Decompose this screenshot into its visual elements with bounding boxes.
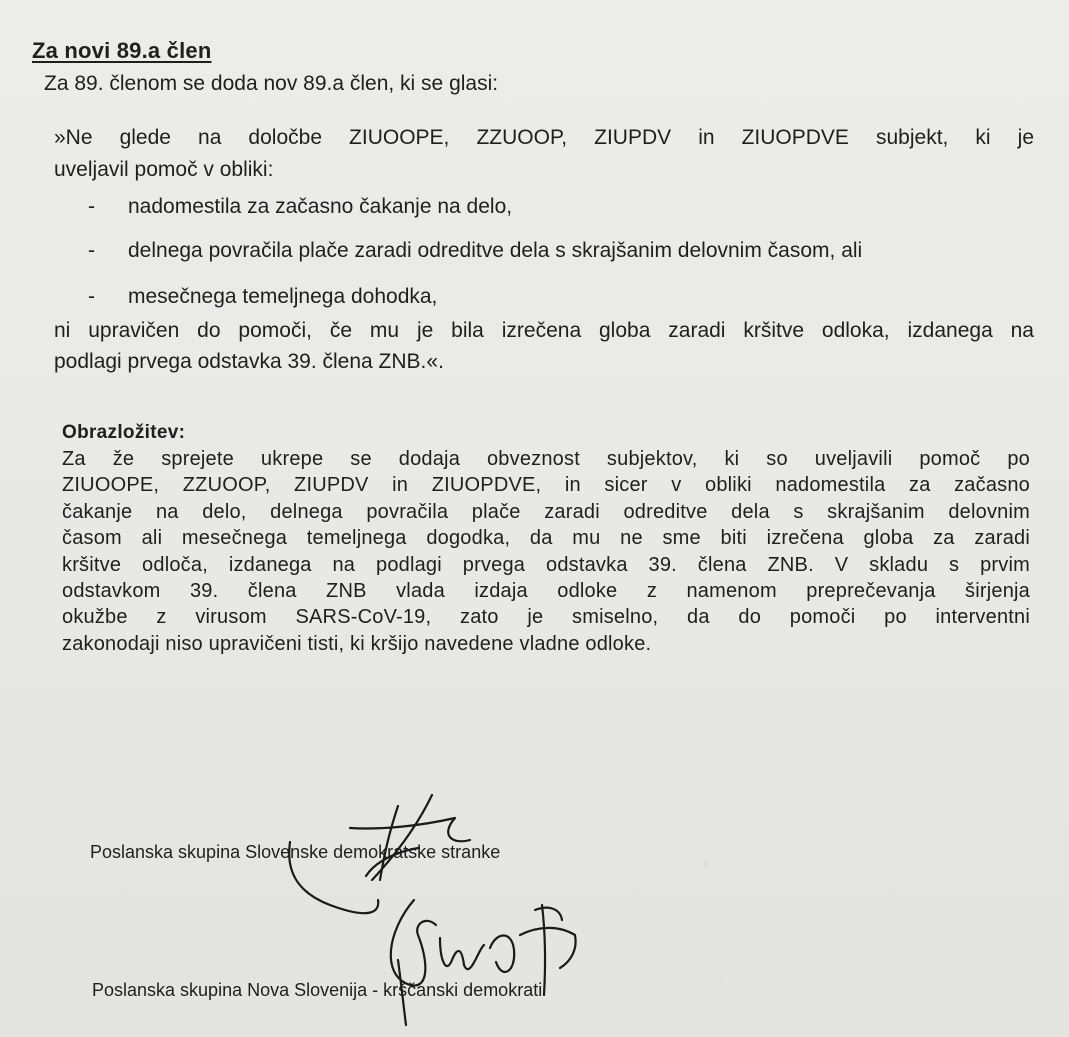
list-item-text: nadomestila za začasno čakanje na delo, — [128, 195, 513, 218]
signatory-sds: Poslanska skupina Slovenske demokratske stranke — [90, 842, 501, 862]
signature-stroke — [535, 908, 562, 920]
signature-stroke — [542, 905, 545, 995]
signature-stroke — [391, 900, 436, 986]
reasoning-line: Za že sprejete ukrepe se dodaja obveznost subjektov, ki so uveljavili pomoč po — [62, 448, 1030, 470]
list-item-text: mesečnega temeljnega dohodka, — [128, 285, 438, 308]
list-item — [88, 285, 437, 309]
reasoning-line: čakanje na delo, delnega povračila plače zaradi odreditve dela s skrajšanim delovnim — [62, 500, 1030, 523]
list-item — [88, 239, 862, 263]
amendment-line-2: uveljavil pomoč v obliki: — [54, 158, 274, 181]
intro-sentence: Za 89. členom se doda nov 89.a člen, ki se glasi: — [44, 72, 499, 95]
signatory-nsi: Poslanska skupina Nova Slovenija - krščanski demokrati — [92, 980, 543, 1000]
list-dash: - — [88, 285, 95, 308]
amendment-closing — [54, 315, 1034, 377]
amendment-line-1: »Ne glede na določbe ZIUOOPE, ZZUOOP, ZIUPDV in ZIUOPDVE subjekt, ki je — [54, 126, 1034, 149]
reasoning-line: kršitve odloča, izdanega na podlagi prvega odstavka 39. člena ZNB. V skladu s prvim — [62, 553, 1030, 576]
list-dash: - — [88, 195, 95, 218]
reasoning-line: okužbe z virusom SARS-CoV-19, zato je smiselno, da do pomoči po interventni — [62, 606, 1030, 629]
closing-line-1: ni upravičen do pomoči, če mu je bila izrečena globa zaradi kršitve odloka, izdanega na — [54, 319, 1034, 342]
reasoning-line: zakonodaji niso upravičeni tisti, ki kršijo navedene vladne odloke. — [62, 632, 652, 655]
list-item — [88, 195, 512, 219]
reasoning-line: časom ali mesečnega temeljnega dogodka, da mu ne sme biti izrečena globa za zaradi — [62, 527, 1030, 550]
paper-speck — [704, 862, 708, 866]
signature-stroke — [350, 818, 470, 841]
closing-line-2: podlagi prvega odstavka 39. člena ZNB.«. — [54, 350, 444, 373]
signature-stroke — [440, 938, 484, 969]
amendment-heading: Za novi 89.a člen — [32, 38, 212, 63]
signature-stroke — [372, 795, 432, 880]
reasoning-line: odstavkom 39. člena ZNB vlada izdaja odloke z namenom preprečevanja širjenja — [62, 580, 1030, 603]
amendment-text — [54, 122, 1034, 186]
reasoning-paragraph — [62, 446, 1030, 657]
signature-stroke — [490, 936, 514, 972]
signature-stroke — [520, 928, 576, 968]
reasoning-title: Obrazložitev: — [62, 422, 186, 443]
reasoning-line: ZIUOOPE, ZZUOOP, ZIUPDV in ZIUOPDVE, in sicer v obliki nadomestila za začasno — [62, 474, 1030, 497]
paper-speck — [720, 977, 723, 980]
list-dash: - — [88, 239, 95, 262]
list-item-text: delnega povračila plače zaradi odreditve dela s skrajšanim delovnim časom, ali — [128, 239, 863, 262]
